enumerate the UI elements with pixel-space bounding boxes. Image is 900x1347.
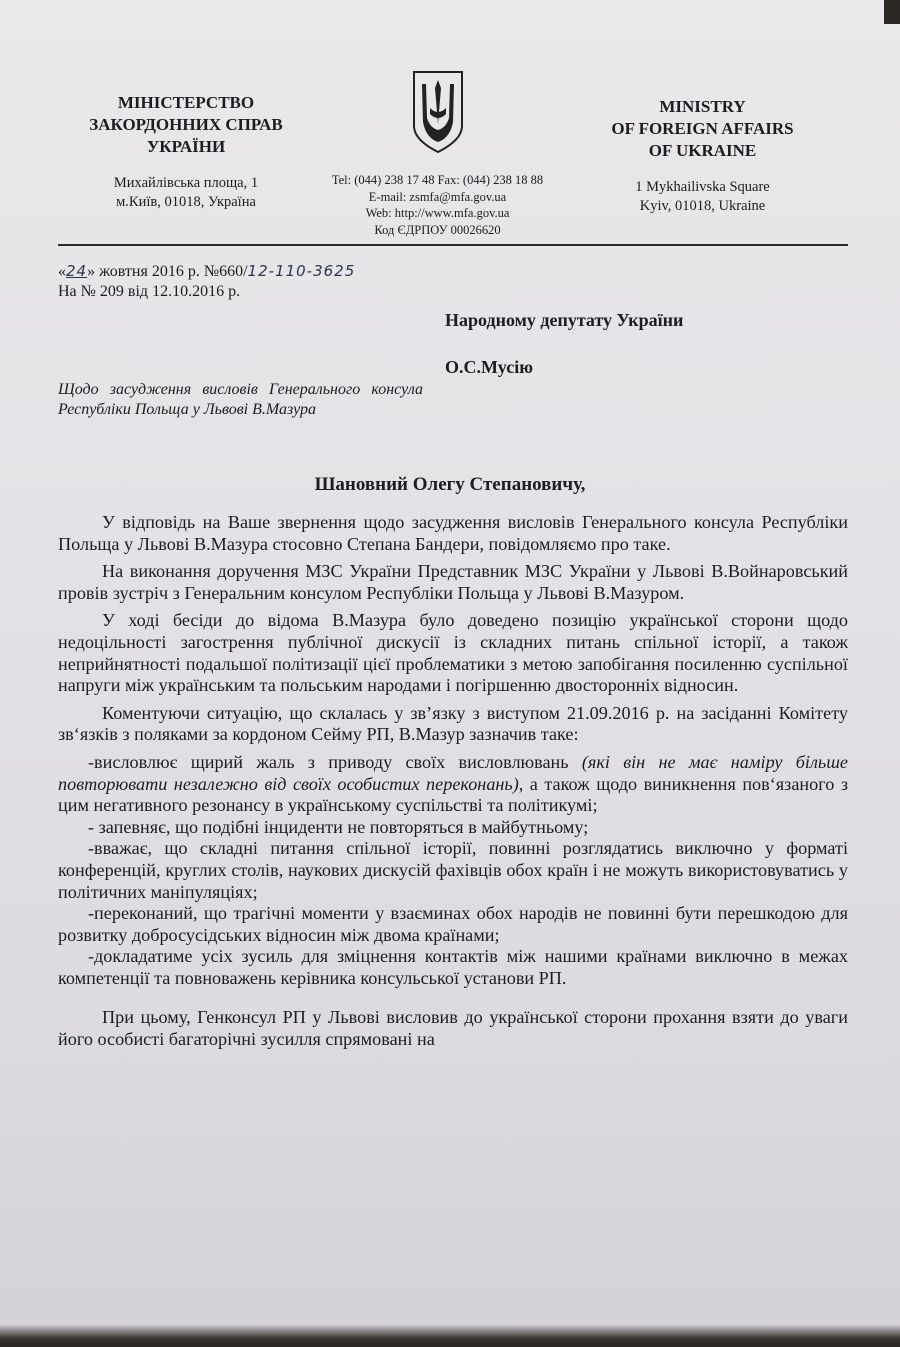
addressee-title: Народному депутату України: [445, 310, 684, 330]
list-item-5: -докладатиме усіх зусиль для зміцнення контактів між нашими країнами виключно в межах компетенції та повноважень керівника консульської установи РП.: [58, 946, 848, 988]
reply-reference: На № 209 від 12.10.2016 р.: [58, 283, 241, 300]
paragraph-5: При цьому, Генконсул РП у Львові висловив до української сторони прохання взяти до уваги його особисті багаторічні зусилля спрямовані на: [58, 1007, 848, 1050]
contacts-block: [300, 172, 575, 238]
paragraph-2: На виконання доручення МЗС України Представник МЗС України у Львові В.Войнаровський провів зустріч з Генеральним консулом Республіки Польща у Львові В.Мазуром.: [58, 561, 848, 603]
website: Web: http://www.mfa.gov.ua: [365, 206, 510, 220]
edrpou-code: Код ЄДРПОУ 00026620: [374, 222, 501, 237]
list-item-2: - запевняє, що подібні інциденти не повторяться в майбутньому;: [88, 816, 589, 837]
page-bottom-edge: [0, 1325, 900, 1347]
list-item-4: -переконаний, що трагічні моменти у взаєминах обох народів не повинні бути перешкодою для розвитку добросусідських відносин між двома країнами;: [58, 903, 848, 945]
outgoing-reference: «24» жовтня 2016 р. №660/12-110-3625: [58, 262, 356, 280]
list-item-3: -вважає, що складні питання спільної історії, повинні розглядатись виключно у форматі конференцій, круглих столів, наукових дискусій фахівців обох країн і не можуть використовуватись у політичних маніпуляціях;: [58, 838, 848, 902]
phone-fax: Tel: (044) 238 17 48 Fax: (044) 238 18 88: [331, 173, 544, 187]
email: E-mail: zsmfa@mfa.gov.ua: [368, 189, 507, 204]
coat-of-arms-icon: [408, 68, 468, 156]
paragraph-1: У відповідь на Ваше звернення щодо засудження висловів Генерального консула Республіки Польща у Львові В.Мазура стосовно Степана Бандери, повідомляємо про таке.: [58, 512, 848, 554]
letter-body: [58, 512, 848, 1051]
ministry-title-en: MINISTRY OF FOREIGN AFFAIRS OF UKRAINE: [611, 97, 794, 160]
handwritten-number: 12-110-3625: [247, 262, 356, 280]
header-divider: [58, 244, 848, 246]
list-item-1: -висловлює щирий жаль з приводу своїх висловлювань (які він не має наміру більше повторювати незалежно від своїх особистих переконань), а також щодо виникнення пов‘язаного з цим негативного резонансу в українському суспільстві та політикумі;: [58, 751, 849, 816]
addressee-name: О.С.Мусію: [445, 357, 533, 377]
subject-line: Щодо засудження висловів Генерального консула Республіки Польща у Львові В.Мазура: [58, 381, 423, 418]
page-corner: [884, 0, 900, 24]
address-ua: Михайлівська площа, 1 м.Київ, 01018, Україна: [113, 175, 259, 210]
paragraph-3: У ході бесіди до відома В.Мазура було доведено позицію української сторони щодо недоцільності загострення публічної дискусії із складних питань спільної історії, а також неприйнятності подальшої політизації цієї проблематики з метою запобігання посиленню суспільної напруги між українським та польським народами і погіршенню двосторонніх відносин.: [58, 610, 848, 696]
paragraph-4: Коментуючи ситуацію, що склалась у зв’язку з виступом 21.09.2016 р. на засіданні Комітету зв‘язків з поляками за кордоном Сейму РП, В.Мазур зазначив таке:: [58, 702, 848, 745]
address-en: 1 Mykhailivska Square Kyiv, 01018, Ukraine: [635, 179, 770, 214]
ministry-title-ua: МІНІСТЕРСТВО ЗАКОРДОННИХ СПРАВ УКРАЇНИ: [89, 93, 283, 156]
handwritten-day: 24: [66, 262, 88, 280]
salutation: Шановний Олегу Степановичу,: [314, 474, 586, 495]
